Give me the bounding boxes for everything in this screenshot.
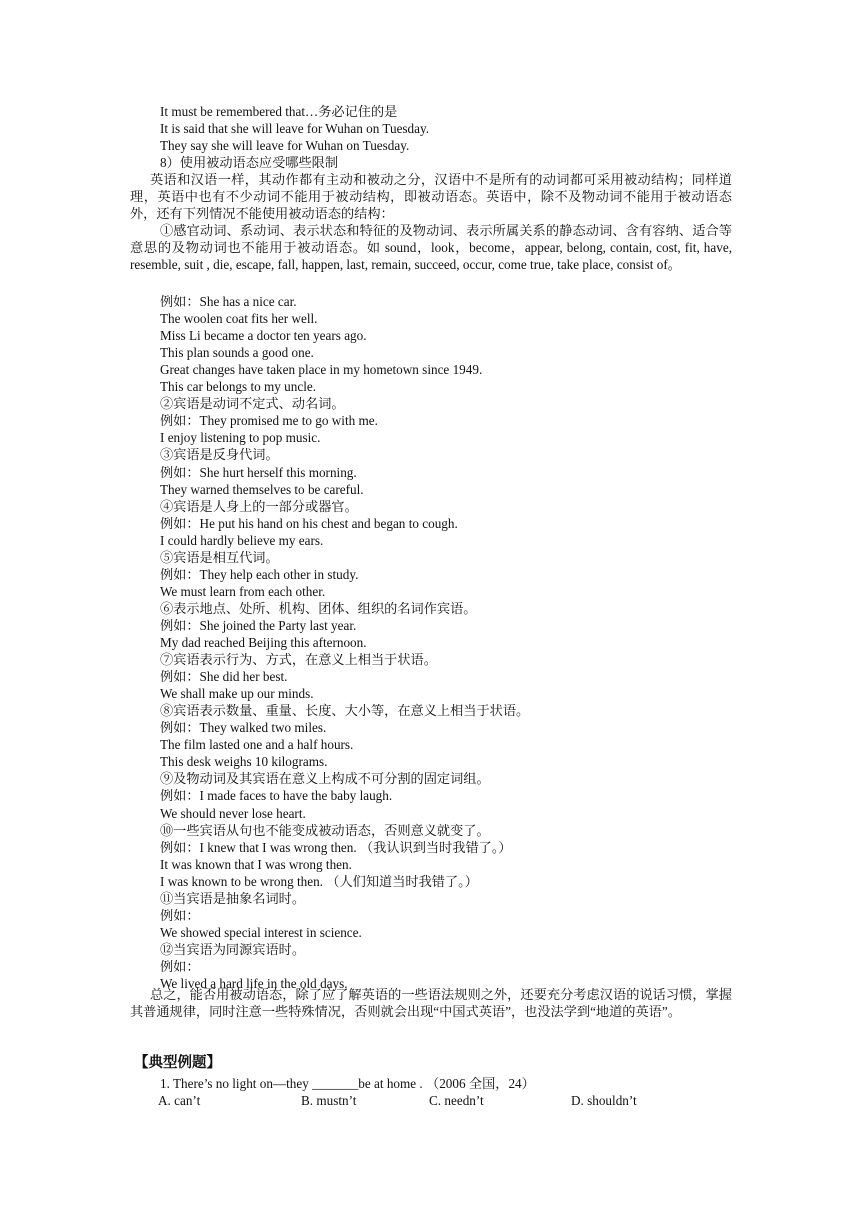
text-line-13: ④宾语是人身上的一部分或器官。 <box>160 498 358 514</box>
question-option-b: B. mustn’t <box>301 1093 357 1108</box>
text-line-top-2: It is said that she will leave for Wuhan on Tuesday. <box>160 121 430 136</box>
question-option-d: D. shouldn’t <box>571 1093 637 1108</box>
text-line-15: I could hardly believe my ears. <box>160 532 324 548</box>
text-line-6: This car belongs to my uncle. <box>160 379 317 395</box>
paragraph-rule-1: ①感官动词、系动词、表示状态和特征的及物动词、表示所属关系的静态动词、含有容纳、适合等意思的及物动词也不能用于被动语态。如 sound，look，become，appear, belong, contain, cost, fit, have, resemble, suit , die, escape, fall, happen, last, remain, succeed, occur, come true, take place, consist of。 <box>130 223 732 272</box>
text-line-32: ⑩一些宾语从句也不能变成被动语态，否则意义就变了。 <box>160 822 490 838</box>
text-line-31: We should never lose heart. <box>160 805 306 821</box>
text-line-1: 例如：She has a nice car. <box>160 294 297 309</box>
text-line-41: We lived a hard life in the old days. <box>160 976 348 991</box>
text-line-38: We showed special interest in science. <box>160 924 362 940</box>
text-line-39: ⑫当宾语为同源宾语时。 <box>160 941 306 957</box>
text-line-25: ⑧宾语表示数量、重量、长度、大小等，在意义上相当于状语。 <box>160 703 530 719</box>
text-line-17: 例如：They help each other in study. <box>160 566 359 582</box>
question-option-a: A. can’t <box>158 1093 201 1108</box>
text-line-8: 例如：They promised me to go with me. <box>160 413 378 429</box>
text-line-16: ⑤宾语是相互代词。 <box>160 549 279 565</box>
text-line-30: 例如：I made faces to have the baby laugh. <box>160 788 393 804</box>
text-line-34: It was known that I was wrong then. <box>160 856 352 872</box>
text-line-20: 例如：She joined the Party last year. <box>160 617 357 633</box>
text-line-37: 例如： <box>160 907 200 923</box>
text-line-28: This desk weighs 10 kilograms. <box>160 754 328 770</box>
text-line-21: My dad reached Beijing this afternoon. <box>160 635 367 650</box>
text-line-10: ③宾语是反身代词。 <box>160 447 279 463</box>
paragraph-passive-limits-intro: 英语和汉语一样，其动作都有主动和被动之分，汉语中不是所有的动词都可采用被动结构；同样道理，英语中也有不少动词不能用于被动结构，即被动语态。英语中，除不及物动词不能用于被动语态外，还有下列情况不能使用被动语态的结构： <box>130 172 732 221</box>
text-line-12: They warned themselves to be careful. <box>160 481 364 497</box>
text-line-33: 例如：I knew that I was wrong then. （我认识到当时我错了。） <box>160 839 512 855</box>
question-option-c: C. needn’t <box>429 1093 484 1108</box>
text-line-22: ⑦宾语表示行为、方式，在意义上相当于状语。 <box>160 652 437 668</box>
text-line-18: We must learn from each other. <box>160 583 326 599</box>
text-line-27: The film lasted one and a half hours. <box>160 737 354 753</box>
text-line-36: ⑪当宾语是抽象名词时。 <box>160 890 306 906</box>
text-line-23: 例如：She did her best. <box>160 669 288 685</box>
question-stem: 1. There’s no light on—they _______be at home . （2006 全国，24） <box>160 1076 535 1091</box>
text-line-top-1: It must be remembered that…务必记住的是 <box>160 104 398 119</box>
text-line-5: Great changes have taken place in my hometown since 1949. <box>160 362 483 378</box>
text-line-35: I was known to be wrong then. （人们知道当时我错了。） <box>160 873 478 889</box>
text-line-3: Miss Li became a doctor ten years ago. <box>160 328 367 344</box>
section-heading-typical-examples: 【典型例题】 <box>134 1055 221 1071</box>
paragraph-summary: 总之，能否用被动语态，除了应了解英语的一些语法规则之外，还要充分考虑汉语的说话习惯，掌握其普通规律，同时注意一些特殊情况，否则就会出现“中国式英语”，也没法学到“地道的英语”。 <box>130 987 732 1019</box>
text-line-26: 例如：They walked two miles. <box>160 720 327 736</box>
text-line-9: I enjoy listening to pop music. <box>160 430 321 446</box>
text-line-40: 例如： <box>160 958 200 974</box>
text-line-4: This plan sounds a good one. <box>160 345 314 361</box>
text-line-top-3: They say she will leave for Wuhan on Tuesday. <box>160 138 410 153</box>
text-line-7: ②宾语是动词不定式、动名词。 <box>160 396 345 412</box>
text-line-14: 例如：He put his hand on his chest and began to cough. <box>160 515 458 531</box>
text-line-2: The woolen coat fits her well. <box>160 311 318 327</box>
text-line-29: ⑨及物动词及其宾语在意义上构成不可分割的固定词组。 <box>160 771 490 787</box>
text-line-11: 例如：She hurt herself this morning. <box>160 464 357 480</box>
text-line-top-4: 8）使用被动语态应受哪些限制 <box>160 155 339 170</box>
text-line-19: ⑥表示地点、处所、机构、团体、组织的名词作宾语。 <box>160 600 477 616</box>
text-line-24: We shall make up our minds. <box>160 686 314 702</box>
